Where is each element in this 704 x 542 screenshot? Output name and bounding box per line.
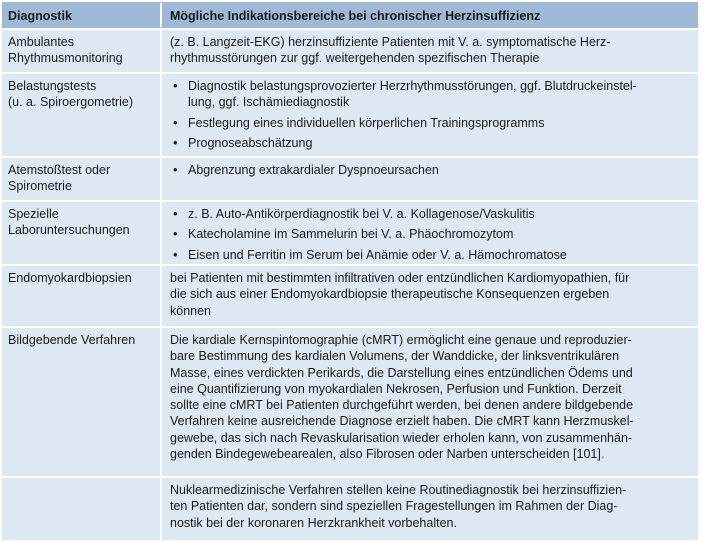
row-text [160, 478, 698, 540]
bullet-item [170, 226, 690, 242]
row-text [160, 266, 698, 326]
bullet-item [170, 115, 690, 131]
diagnostics-table [2, 2, 698, 540]
bullet-item [170, 162, 690, 178]
text-line: (z. B. Langzeit-EKG) herzinsuffiziente Patienten mit V. a. symptomatische Herz- [170, 35, 611, 49]
text-line: • Katecholamine im Sammelurin bei V. a. Phäochromozytom [188, 227, 514, 242]
table-row [2, 28, 698, 72]
table-row [2, 326, 698, 476]
text-line: ten Patienten dar, sondern sind speziellen Fragestellungen im Rahmen der Diag- [170, 499, 618, 514]
label-line: Endomyokardbiopsien [8, 271, 132, 285]
row-label [2, 202, 160, 264]
text-line: • Eisen und Ferritin im Serum bei Anämie oder V. a. Hämochromatose [188, 247, 567, 262]
text-line: eine Quantifizierung von myokardialen Nekrosen, Perfusion und Funktion. Derzeit [170, 381, 622, 396]
text-line: können [170, 303, 212, 318]
table-row [2, 156, 698, 200]
bullet-item [170, 78, 690, 111]
text-line: rhythmusstörungen zur ggf. weitergehenden spezifischen Therapie [170, 51, 540, 66]
text-line: die sich aus einer Endomyokardbiopsie therapeutische Konsequenzen ergeben [170, 287, 610, 302]
text-line: • Prognoseabschätzung [188, 135, 313, 150]
text-line: • Festlegung eines individuellen körperlichen Trainingsprogramms [188, 115, 545, 130]
text-line: Nuklearmedizinische Verfahren stellen keine Routinediagnostik bei herzinsuffizien- [170, 483, 627, 497]
label-line: (u. a. Spiroergometrie) [8, 95, 134, 110]
row-label [2, 328, 160, 476]
row-label [2, 158, 160, 200]
text-line: • z. B. Auto-Antikörperdiagnostik bei V. a. Kollagenose/Vaskulitis [188, 207, 535, 221]
text-line: gewebe, das sich nach Revaskularisation wieder erholen kann, von zusammenhän- [170, 430, 633, 445]
label-line: Bildgebende Verfahren [8, 333, 136, 347]
text-line: • Diagnostik belastungsprovozierter Herzrhythmusstörungen, ggf. Blutdruckeinstel- [188, 79, 637, 93]
table-row [2, 476, 698, 540]
text-line: bare Bestimmung des kardialen Volumens, der Wanddicke, der linksventrikulären [170, 349, 620, 364]
table-row [2, 264, 698, 326]
table-header-row [2, 2, 698, 28]
text-line: lung, ggf. Ischämiediagnostik [188, 95, 350, 110]
label-line: Spirometrie [8, 179, 72, 194]
row-label [2, 478, 160, 540]
text-line: Verfahren keine ausreichende Diagnose erzielt haben. Die cMRT kann Herzmuskel- [170, 414, 634, 429]
text-line: bei Patienten mit bestimmten infiltrativen oder entzündlichen Kardiomyopathien, für [170, 271, 630, 285]
label-line: Atemstoßtest oder [8, 163, 111, 177]
text-line: Die kardiale Kernspintomographie (cMRT) ermöglicht eine genaue und reproduzier- [170, 333, 632, 347]
row-bullets [160, 158, 698, 200]
header-indikationsbereiche: Mögliche Indikationsbereiche bei chronischer Herzinsuffizienz [160, 3, 698, 27]
row-label [2, 266, 160, 326]
label-line: Laboruntersuchungen [8, 223, 130, 238]
text-line: nostik bei der koronaren Herzkrankheit vorbehalten. [170, 515, 457, 530]
label-line: Rhythmusmonitoring [8, 51, 123, 66]
row-text [160, 30, 698, 72]
text-line: genden Bindegewebearealen, also Fibrosen oder Narben unterscheiden [101]. [170, 447, 605, 462]
row-bullets [160, 202, 698, 264]
row-bullets [160, 74, 698, 156]
bullet-item [170, 206, 690, 222]
row-text [160, 328, 698, 476]
label-line: Spezielle [8, 207, 59, 221]
label-line: Ambulantes [8, 35, 75, 49]
label-line: Belastungstests [8, 79, 97, 93]
table-row [2, 200, 698, 264]
text-line: • Abgrenzung extrakardialer Dyspnoeursachen [188, 163, 439, 177]
header-diagnostik: Diagnostik [8, 9, 72, 23]
bullet-item [170, 135, 690, 151]
text-line: Masse, eines verdickten Perikards, die Darstellung eines entzündlichen Ödems und [170, 365, 633, 380]
bullet-item [170, 247, 690, 263]
row-label [2, 74, 160, 156]
table-row [2, 72, 698, 156]
text-line: sollte eine cMRT bei Patienten durchgeführt werden, bei denen andere bildgebende [170, 398, 634, 413]
row-label [2, 30, 160, 72]
